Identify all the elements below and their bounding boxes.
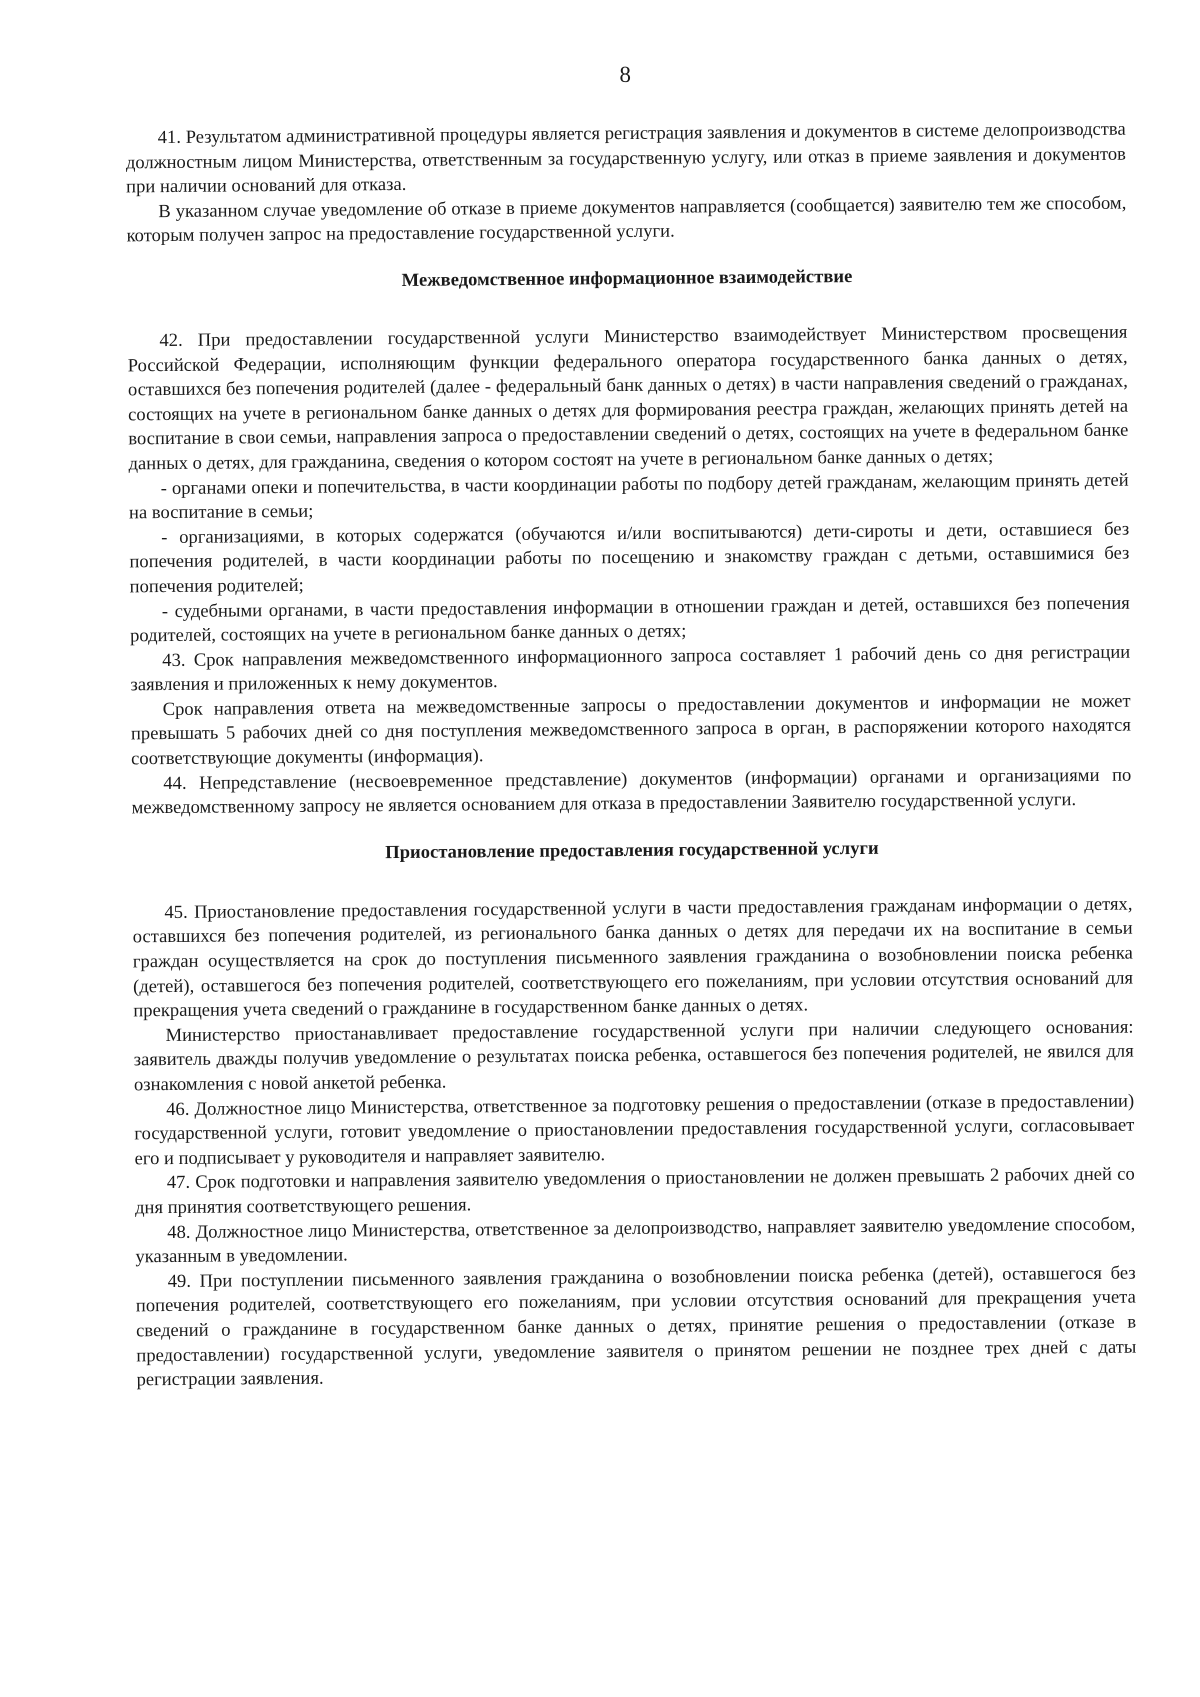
paragraph-47: 47. Срок подготовки и направления заявителю уведомления о приостановлении не должен превышать 2 рабочих дней со дня принятия соответствующего решения. xyxy=(134,1163,1135,1219)
paragraph-43: 43. Срок направления межведомственного информационного запроса составляет 1 рабочий день со дня регистрации заявления и приложенных к нему документов. xyxy=(130,641,1131,696)
section-heading-interagency: Межведомственное информационное взаимодействие xyxy=(401,265,853,291)
paragraph-41: 41. Результатом административной процедуры является регистрация заявления и документов в системе делопроизводства должностным лицом Министерства, ответственным за государственную услугу, или отказ в приеме заявления и документов при наличии оснований для отказа. xyxy=(125,118,1126,198)
paragraph-41-notice: В указанном случае уведомление об отказе в приеме документов направляется (сообщается) заявителю тем же способом, которым получен запрос на предоставление государственной услуги. xyxy=(126,192,1127,247)
paragraph-44: 44. Непредставление (несвоевременное представление) документов (информации) органами и организациями по межведомственному запросу не является основанием для отказа в предоставлении Заявителю государственной услуги. xyxy=(131,764,1132,819)
paragraph-45-grounds: Министерство приостанавливает предоставление государственной услуги при наличии следующего основания: заявитель дважды получив уведомление о результатах поиска ребенка, оставшегося без попечения родителей, не явился для ознакомления с новой анкетой ребенка. xyxy=(133,1016,1134,1096)
list-item-organizations: - организациями, в которых содержатся (обучаются и/или воспитываются) дети-сироты и дети, оставшиеся без попечения родителей, в части координации работы по посещению и знакомству граждан с детьми, оставшимися без попечения родителей; xyxy=(129,518,1130,598)
paragraph-46: 46. Должностное лицо Министерства, ответственное за подготовку решения о предоставлении (отказе в предоставлении) государственной услуги, готовит уведомление о приостановлении предоставления государственной услуги, согласовывает его и подписывает у руководителя и направляет заявителю. xyxy=(134,1090,1135,1170)
paragraph-43-response: Срок направления ответа на межведомственные запросы о предоставлении документов и информации не может превышать 5 рабочих дней со дня поступления межведомственного запроса в орган, в распоряжении которого находятся соответствующие документы (информация). xyxy=(130,690,1131,770)
paragraph-49: 49. При поступлении письменного заявления гражданина о возобновлении поиска ребенка (детей), оставшегося без попечения родителей, соответствующего его пожеланиям, при условии отсутствия оснований для прекращения учета сведений о гражданине в государственном банке данных о детях, принятие решения о предоставлении (отказе в предоставлении) государственной услуги, уведомление заявителя о принятом решении не позднее трех дней с даты регистрации заявления. xyxy=(135,1262,1137,1391)
document-page xyxy=(125,52,1139,1661)
paragraph-42: 42. При предоставлении государственной услуги Министерство взаимодействует Министерством просвещения Российской Федерации, исполняющим функции федерального оператора государственного банка данных о детях, оставшихся без попечения родителей (далее - федеральный банк данных о детях) в части направления сведений о гражданах, состоящих на учете в региональном банке данных о детях для формирования реестра граждан, желающих принять детей на воспитание в свои семьи, направления запроса о предоставлении сведений о детях, состоящих на учете в федеральном банке данных о детях, для гражданина, сведения о котором состоят на учете в региональном банке данных о детях; xyxy=(127,321,1129,475)
paragraph-45: 45. Приостановление предоставления государственной услуги в части предоставления гражданам информации о детях, оставшихся без попечения родителей, из регионального банка данных о детях для передачи их на воспитание в семьи граждан осуществляется на срок до поступления письменного заявления гражданина о возобновлении поиска ребенка (детей), оставшегося без попечения родителей, соответствующего его пожеланиям, при условии отсутствия оснований для прекращения учета сведений о гражданине в государственном банке данных о детях. xyxy=(132,893,1134,1022)
section-heading-suspension: Приостановление предоставления государственной услуги xyxy=(385,837,879,863)
paragraph-48: 48. Должностное лицо Министерства, ответственное за делопроизводство, направляет заявителю уведомление способом, указанным в уведомлении. xyxy=(135,1213,1136,1268)
list-item-courts: - судебными органами, в части предоставления информации в отношении граждан и детей, оставшихся без попечения родителей, состоящих на учете в региональном банке данных о детях; xyxy=(129,592,1130,647)
list-item-guardianship: - органами опеки и попечительства, в части координации работы по подбору детей гражданам, желающим принять детей на воспитание в семьи; xyxy=(128,469,1129,524)
page-number: 8 xyxy=(619,61,632,88)
